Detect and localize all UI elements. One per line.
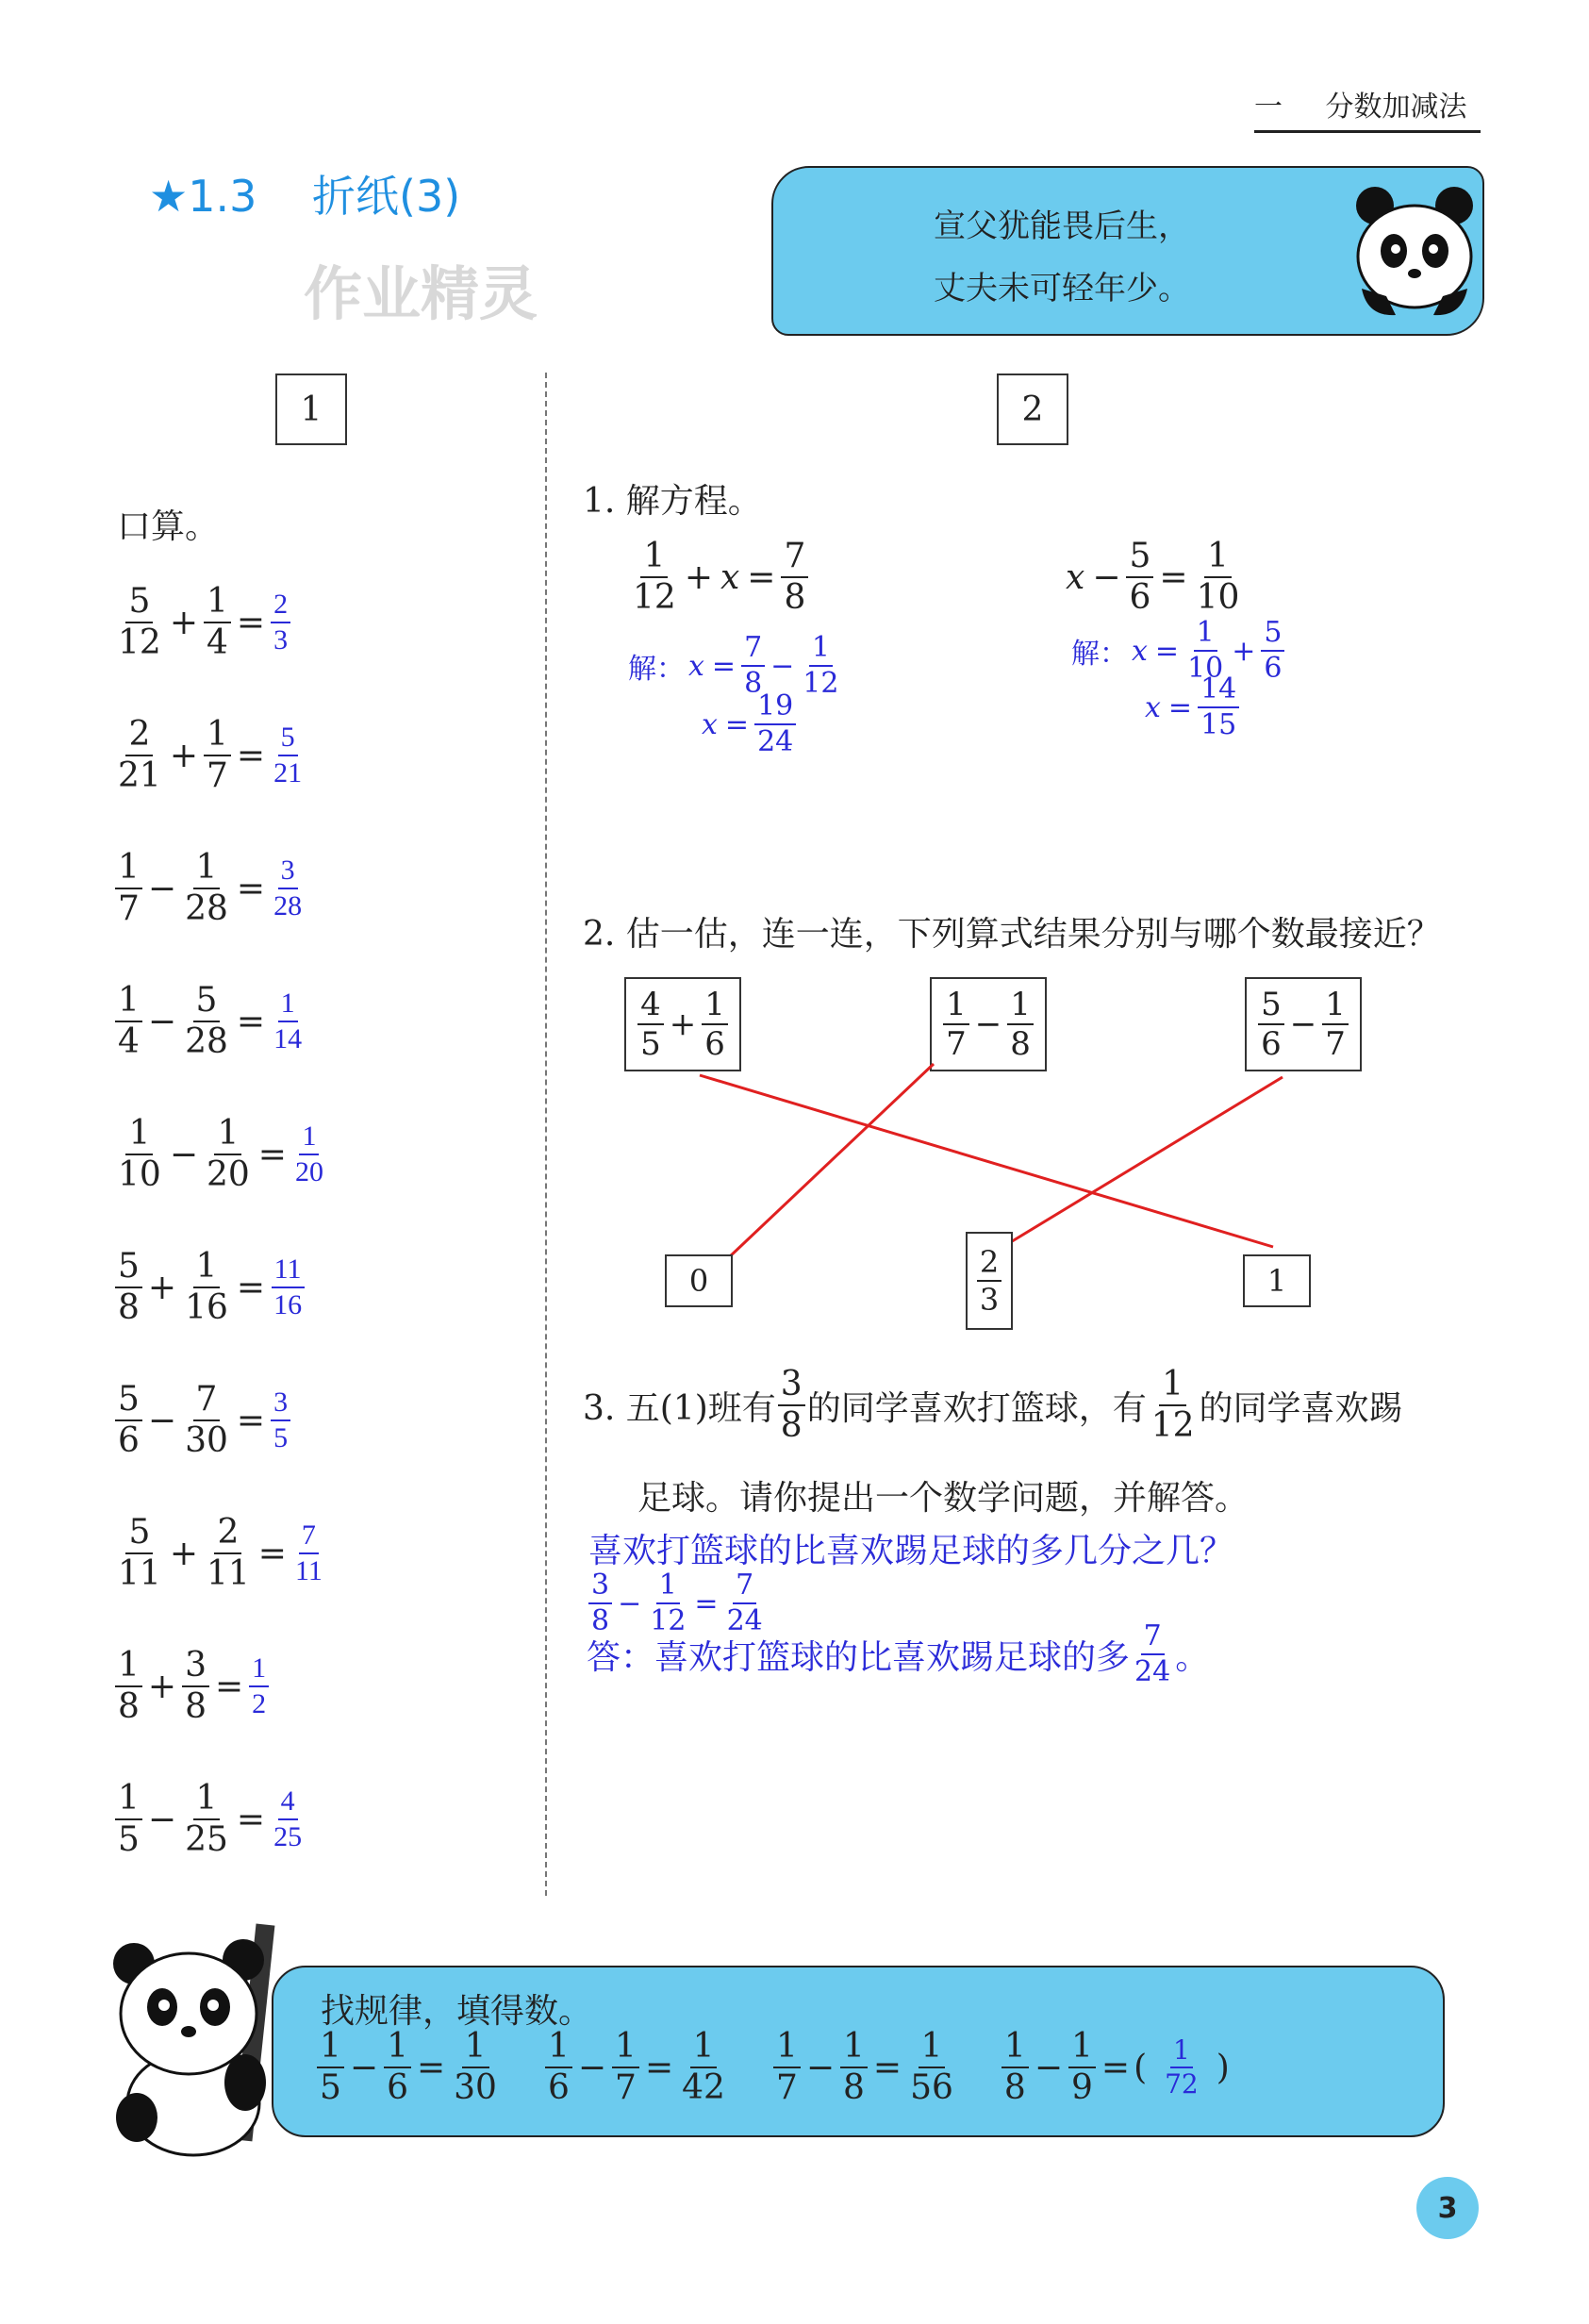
q3-calc: $\frac{3}{8}$ − $\frac{1}{12}$ = $\frac{7}{24}$ [587, 1571, 768, 1635]
fraction: $\frac{5}{28}$ [185, 981, 228, 1061]
oral-calc-item: $\frac{1}{7}$ − $\frac{1}{28}$ = $\frac{3}{28}$ [113, 851, 306, 926]
q1-eq1: $\frac{1}{12}$ + x = $\frac{7}{8}$ [628, 540, 810, 615]
oral-calc-item: $\frac{5}{6}$ − $\frac{7}{30}$ = $\frac{3}{5}$ [113, 1383, 292, 1458]
fraction: $\frac{1}{4}$ [204, 585, 231, 660]
pattern-banner [272, 1966, 1445, 2137]
q3-answer-question: 喜欢打篮球的比喜欢踢足球的多几分之几？ [588, 1532, 1234, 1570]
fraction: $\frac{1}{30}$ [454, 2027, 497, 2107]
oral-calc-item: $\frac{2}{21}$ + $\frac{1}{7}$ = $\frac{5}{21}$ [113, 718, 306, 793]
oral-calc-item: $\frac{5}{8}$ + $\frac{1}{16}$ = $\frac{11}{16}$ [113, 1250, 306, 1325]
oral-calc-heading: 口算。 [117, 507, 220, 546]
fraction: $\frac{2}{11}$ [206, 1513, 250, 1593]
fraction: $\frac{1}{4}$ [115, 984, 142, 1059]
q1-title: 1. 解方程。 [583, 482, 762, 521]
fraction: $\frac{1}{7}$ [773, 2030, 801, 2105]
section-box-2: 2 [997, 374, 1068, 445]
q2-target-zero: 0 [665, 1254, 733, 1307]
q3-answer: 答：喜欢打篮球的比喜欢踢足球的多 $\frac{7}{24}$ 。 [587, 1619, 1210, 1688]
fraction: $\frac{1}{7}$ [115, 851, 142, 926]
fraction: $\frac{1}{8}$ [1001, 2030, 1029, 2105]
fraction: $\frac{4}{25}$ [273, 1785, 303, 1852]
pattern-item: $\frac{1}{6}$ − $\frac{1}{7}$ = $\frac{1}{42}$ [543, 2030, 730, 2105]
fraction: $\frac{2}{3}$ [271, 590, 290, 655]
q3-line1: 3. 五(1)班有 $\frac{3}{8}$ 的同学喜欢打篮球，有 $\frac{1}{12}$ 的同学喜欢踢 [583, 1365, 1403, 1445]
oral-calc-item: $\frac{1}{10}$ − $\frac{1}{20}$ = $\frac{1}{20}$ [113, 1117, 328, 1192]
q2-expr-3: $\frac{5}{6}$ − $\frac{1}{7}$ [1245, 977, 1362, 1071]
q1-eq1-solution: 解： x = $\frac{7}{8}$ − $\frac{1}{12}$ x = $\frac{19}{24}$ [628, 631, 839, 758]
fraction: $\frac{3}{5}$ [271, 1388, 290, 1452]
lesson-number: 1.3 [188, 171, 257, 222]
fraction: $\frac{1}{20}$ [206, 1114, 250, 1194]
fraction: $\frac{1}{6}$ [545, 2030, 572, 2105]
q2-title: 2. 估一估，连一连，下列算式结果分别与哪个数最接近？ [583, 915, 1441, 954]
fraction: $\frac{5}{21}$ [273, 722, 303, 788]
oral-calc-item: $\frac{1}{5}$ − $\frac{1}{25}$ = $\frac{4}{25}$ [113, 1782, 306, 1857]
fraction: $\frac{1}{2}$ [249, 1654, 269, 1718]
q2-target-two-thirds: $\frac{2}{3}$ [966, 1232, 1013, 1330]
quote-line-2: 丈夫未可轻年少。 [934, 270, 1190, 307]
fraction: $\frac{1}{14}$ [273, 988, 303, 1054]
fraction: $\frac{3}{28}$ [273, 855, 303, 921]
lesson-name: 折纸(3) [312, 171, 461, 222]
fraction: $\frac{1}{56}$ [910, 2027, 953, 2107]
pattern-title: 找规律，填得数。 [321, 1992, 593, 2031]
fraction: $\frac{1}{72}$ [1165, 2034, 1199, 2100]
q2-expr-1: $\frac{4}{5}$ + $\frac{1}{6}$ [624, 977, 741, 1071]
fraction: $\frac{1}{28}$ [185, 848, 228, 928]
q2-target-one: 1 [1243, 1254, 1311, 1307]
fraction: $\frac{1}{9}$ [1068, 2030, 1096, 2105]
fraction: $\frac{1}{25}$ [185, 1779, 228, 1859]
fraction: $\frac{5}{11}$ [118, 1513, 161, 1593]
fraction: $\frac{1}{6}$ [384, 2030, 411, 2105]
fraction: $\frac{5}{6}$ [115, 1383, 142, 1458]
panda-with-brush-icon [104, 1915, 321, 2160]
fraction: $\frac{1}{8}$ [840, 2030, 868, 2105]
fraction: $\frac{1}{5}$ [317, 2030, 344, 2105]
quote-line-1: 宣父犹能畏后生， [934, 208, 1190, 245]
q2-expr-2: $\frac{1}{7}$ − $\frac{1}{8}$ [930, 977, 1047, 1071]
fraction: $\frac{7}{11}$ [294, 1519, 323, 1586]
match-line-1 [700, 1075, 1273, 1247]
chapter-number: 一 [1254, 91, 1283, 124]
oral-calc-item: $\frac{5}{12}$ + $\frac{1}{4}$ = $\frac{2}{3}$ [113, 585, 292, 660]
fraction: $\frac{7}{30}$ [185, 1380, 228, 1460]
oral-calc-item: $\frac{1}{4}$ − $\frac{5}{28}$ = $\frac{1}{14}$ [113, 984, 306, 1059]
fraction: $\frac{1}{7}$ [204, 718, 231, 793]
oral-calc-item: $\frac{1}{8}$ + $\frac{3}{8}$ = $\frac{1}{2}$ [113, 1649, 271, 1724]
fraction: $\frac{1}{16}$ [185, 1247, 228, 1327]
watermark: 作业精灵 [304, 259, 538, 328]
fraction: $\frac{5}{8}$ [115, 1250, 142, 1325]
fraction: $\frac{1}{7}$ [612, 2030, 639, 2105]
fraction: $\frac{1}{10}$ [118, 1114, 161, 1194]
match-line-3 [1009, 1077, 1283, 1243]
star-icon: ★ [149, 171, 189, 222]
oral-calc-item: $\frac{5}{11}$ + $\frac{2}{11}$ = $\frac{7}{11}$ [113, 1516, 327, 1591]
page-number: 3 [1416, 2177, 1479, 2239]
q1-eq2: x − $\frac{5}{6}$ = $\frac{1}{10}$ [1066, 537, 1240, 617]
pattern-item-answer: $\frac{1}{8}$ − $\frac{1}{9}$ = ( $\frac{1}{72}$ ) [1000, 2030, 1230, 2105]
fraction: $\frac{1}{42}$ [682, 2027, 725, 2107]
fraction: $\frac{11}{16}$ [271, 1255, 305, 1320]
fraction: $\frac{7}{8}$ [781, 540, 808, 615]
fraction: $\frac{5}{12}$ [118, 582, 161, 662]
fraction: $\frac{1}{5}$ [115, 1782, 142, 1857]
fraction: $\frac{3}{8}$ [182, 1649, 209, 1724]
chapter-title: 分数加减法 [1325, 91, 1467, 124]
section-box-1: 1 [275, 374, 347, 445]
fraction: $\frac{1}{12}$ [633, 537, 676, 617]
pattern-item: $\frac{1}{7}$ − $\frac{1}{8}$ = $\frac{1}{56}$ [771, 2030, 958, 2105]
q1-eq2-solution: 解： x = $\frac{1}{10}$ + $\frac{5}{6}$ x = $\frac{14}{15}$ [1071, 619, 1286, 739]
fraction: $\frac{2}{21}$ [118, 715, 161, 795]
fraction: $\frac{1}{20}$ [294, 1120, 323, 1187]
pattern-item: $\frac{1}{5}$ − $\frac{1}{6}$ = $\frac{1}{30}$ [315, 2030, 502, 2105]
q3-line2: 足球。请你提出一个数学问题，并解答。 [637, 1479, 1250, 1518]
pattern-items [315, 2027, 1230, 2107]
fraction: $\frac{1}{8}$ [115, 1649, 142, 1724]
